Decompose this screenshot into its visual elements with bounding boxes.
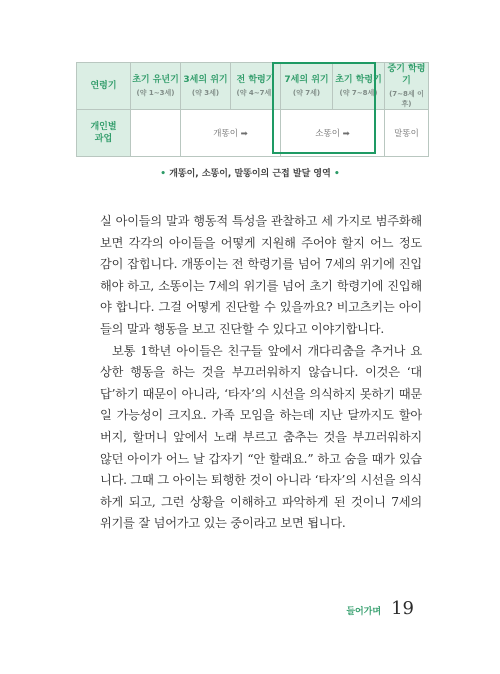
column-subtitle: (약 3세) — [191, 89, 220, 97]
caption-bullet-end: • — [333, 169, 340, 179]
column-subtitle: (7~8세 이후) — [389, 90, 424, 108]
column-subtitle: (약 1~3세) — [136, 89, 175, 97]
page-number: 19 — [391, 598, 414, 619]
chapter-title: 들어가며 — [346, 607, 382, 617]
paragraph: 보통 1학년 아이들은 친구들 앞에서 개다리춤을 추거나 요상한 행동을 하는 것을 부끄러워하지 않습니다. 이것은 ‘대답’하기 때문이 아니라, ‘타자’의 시선을 의식하지 못하기 때문일 가능성이 크지요. 가족 모임을 하는데 지난 달까지도 할아버지, 할머니 앞에서 노래 부르고 춤추는 것을 부끄러워하지 않던 아이가 어느 날 갑자기 “안 할래요.” 하고 숨을 때가 있습니다. 그때 그 아이는 퇴행한 것이 아니라 ‘타자’의 시선을 의식하게 되고, 그런 상황을 이해하고 파악하게 된 것이니 7세의 위기를 잘 넘어가고 있는 중이라고 보면 됩니다. — [100, 343, 422, 531]
column-header — [333, 63, 385, 110]
column-title: 전 학령기 — [236, 75, 275, 85]
column-subtitle: (약 4~7세) — [236, 89, 275, 97]
table-cell-gaeddong: 개똥이 ➡ — [181, 110, 281, 157]
column-header — [131, 63, 181, 110]
table-row — [77, 110, 429, 157]
column-header — [181, 63, 231, 110]
body-text — [100, 211, 422, 535]
development-table-container — [76, 62, 428, 157]
column-subtitle: (약 7~8세) — [339, 89, 378, 97]
column-title: 3세의 위기 — [183, 75, 228, 85]
row-label-line1: 개인별 — [90, 122, 117, 132]
column-title: 초기 학령기 — [335, 75, 382, 85]
table-cell-soddong: 소똥이 ➡ — [281, 110, 385, 157]
corner-header: 연령기 — [77, 63, 131, 110]
column-header — [385, 63, 429, 110]
column-title: 초기 유년기 — [132, 75, 179, 85]
table-cell-malddong: 말똥이 — [385, 110, 429, 157]
table-cell-empty — [131, 110, 181, 157]
row-header — [77, 110, 131, 157]
column-title: 중기 학령기 — [387, 64, 426, 86]
table-caption — [0, 166, 500, 179]
development-stage-table — [76, 62, 429, 157]
column-header — [281, 63, 333, 110]
column-header — [231, 63, 281, 110]
column-title: 7세의 위기 — [284, 75, 329, 85]
page-footer — [346, 598, 414, 619]
table-header-row — [77, 63, 429, 110]
column-subtitle: (약 7세) — [292, 89, 321, 97]
caption-text: 개똥이, 소똥이, 말똥이의 근접 발달 영역 — [169, 169, 331, 179]
paragraph: 실 아이들의 말과 행동적 특성을 관찰하고 세 가지로 범주화해 보면 각각의 아이들을 어떻게 지원해 주어야 할지 어느 정도 감이 잡힙니다. 개똥이는 전 학령기를 넘어 7세의 위기에 진입해야 하고, 소똥이는 7세의 위기를 넘어 초기 학령기에 진입해야 합니다. 그걸 어떻게 진단할 수 있을까요? 비고츠키는 아이들의 말과 행동을 보고 진단할 수 있다고 이야기합니다. — [100, 214, 422, 336]
caption-bullet: • — [160, 169, 167, 179]
row-label-line2: 과업 — [94, 134, 113, 144]
